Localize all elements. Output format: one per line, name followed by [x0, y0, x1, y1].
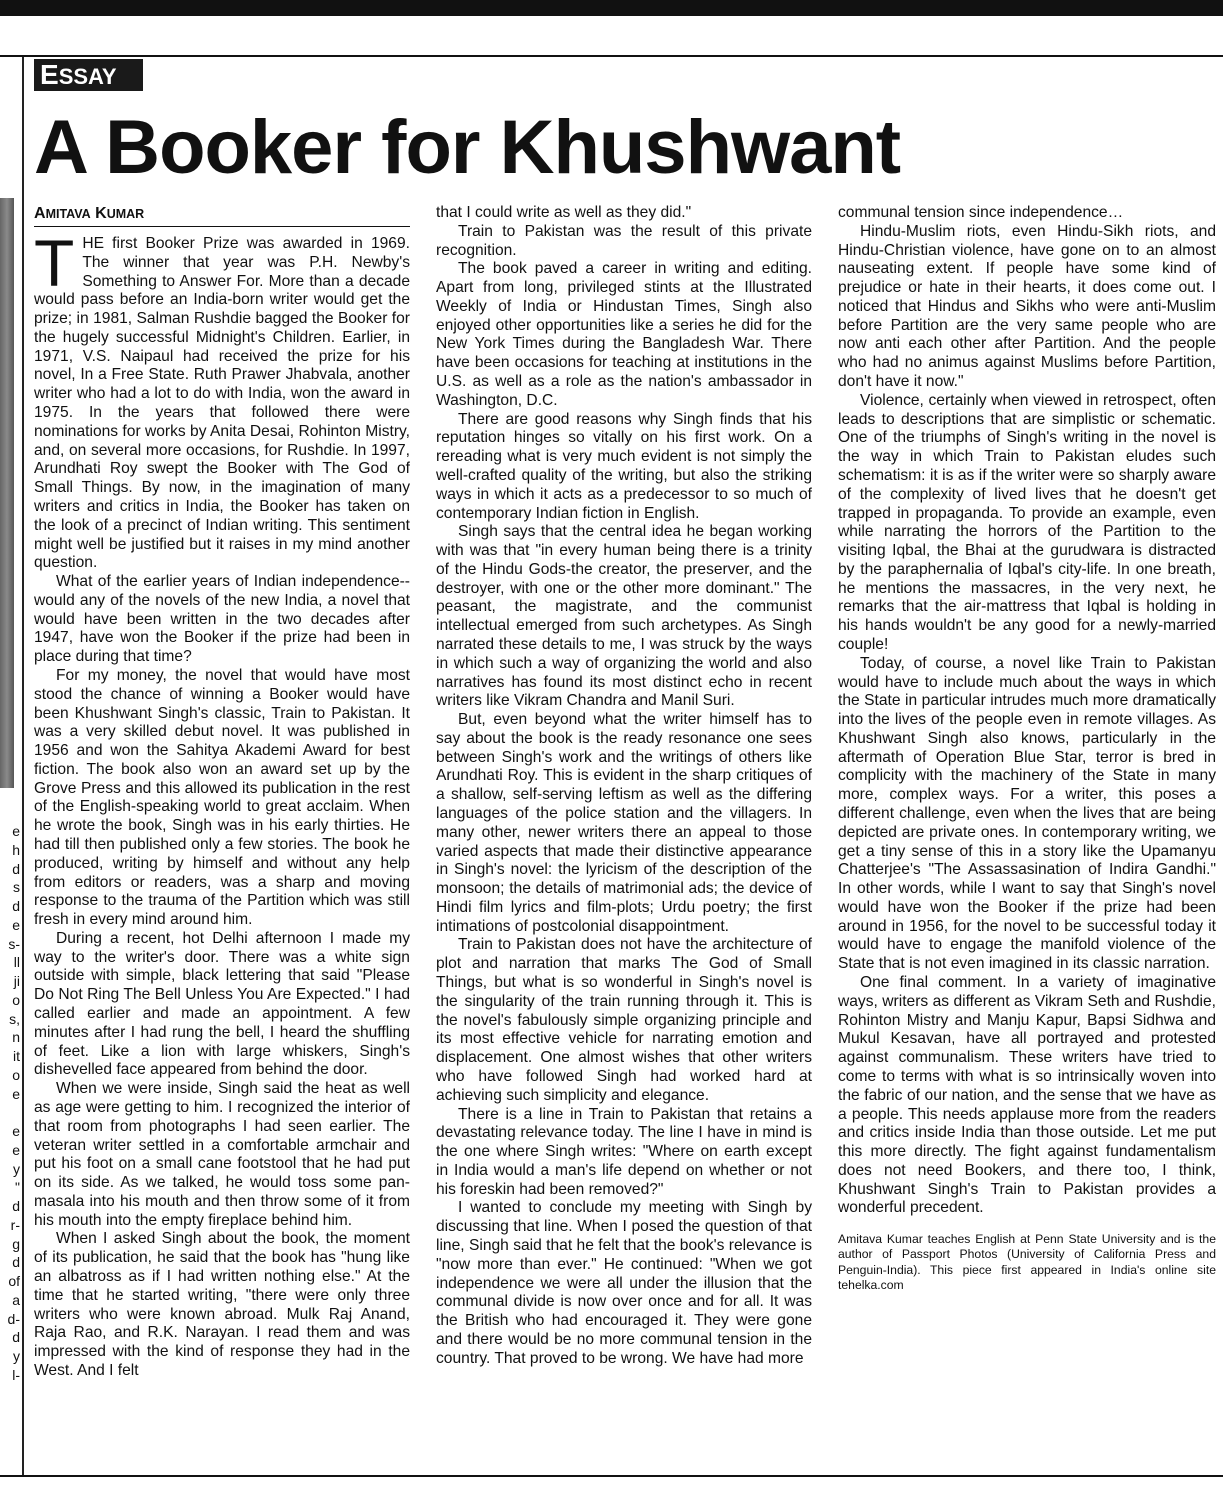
- adjacent-fragment: e: [12, 1085, 20, 1102]
- adjacent-fragment: s,: [9, 1010, 20, 1027]
- paragraph: Today, of course, a novel like Train to Pakistan would have to include much about the ways in which the State in particular intrudes much more dramatically into the lives of the people even in remote villages. As Khushwant Singh also knows, particularly in the aftermath of Operation Blue Star, terror is bred in complicity with the machinery of the State in many more, complex ways. For a writer, this poses a different challenge, even when the lives that are being depicted are private ones. In contemporary writing, we get a tiny sense of this in a story like the Upamanyu Chatterjee's "The Assassasination of Indira Gandhi." In other words, while I want to say that Singh's novel would have won the Booker if the prize had been around in 1956, for the novel to be successful today it would have to engage the manifold violence of the State that is not even imagined in its classic narration.: [838, 654, 1216, 973]
- adjacent-fragment: y: [13, 1348, 20, 1364]
- byline: AMITAVA KUMAR: [34, 204, 410, 227]
- adjacent-fragment: e: [12, 916, 20, 933]
- paragraph: When I asked Singh about the book, the moment of its publication, he said that the book has "hung like an albatross as if I had written nothing else." At the time that he started writing, "there were only three writers who were known abroad. Mulk Raj Anand, Raja Rao, and R.K. Narayan. I read them and was impressed with the kind of response they had in the West. And I felt: [34, 1230, 410, 1379]
- author-bio: Amitava Kumar teaches English at Penn State University and is the author of Passport Photos (University of California Press and Penguin-India). This piece first appeared in India's online site tehelka.com: [838, 1232, 1216, 1292]
- top-rule: [0, 55, 1223, 57]
- adjacent-fragment: s: [13, 879, 20, 896]
- headline: A Booker for Khushwant: [34, 105, 901, 190]
- adjacent-fragment: h: [12, 841, 20, 858]
- adjacent-fragment: of: [8, 1273, 20, 1289]
- adjacent-fragment: e: [12, 1141, 20, 1158]
- adjacent-fragment: d: [12, 860, 20, 877]
- adjacent-fragment: o: [12, 1066, 20, 1083]
- article-column-1: [34, 204, 410, 1381]
- paragraph: The book paved a career in writing and editing. Apart from long, privileged stints at the Illustrated Weekly of India or Hindustan Times, Singh also enjoyed other opportunities like a series he did for the New York Times during the Bangladesh War. There have been occasions for teaching at institutions in the U.S. as well as a role as the nation's ambassador in Washington, D.C.: [436, 260, 812, 409]
- adjacent-fragment: y: [13, 1160, 20, 1177]
- adjacent-fragment: n: [12, 1029, 20, 1046]
- adjacent-article-photo-strip: [0, 198, 14, 788]
- adjacent-fragment: ji: [13, 973, 20, 989]
- adjacent-fragment: d: [12, 898, 20, 914]
- paragraph: I wanted to conclude my meeting with Singh by discussing that line. When I posed the question of that line, Singh said that he felt that the book's relevance is "now more than ever." He continued: "When we got independence we were all under the illusion that the communal divide is now over once and for all. It was the British who had encouraged it. They were gone and there would be no more communal tension in the country. That proved to be wrong. We have had more: [436, 1199, 812, 1367]
- paragraph: communal tension since independence…: [838, 204, 1124, 221]
- paragraph: There are good reasons why Singh finds that his reputation hinges so vitally on his first work. On a rereading what is very much evident is not simply the well-crafted quality of the writing, but also the striking ways in which it acts as a predecessor to so much of contemporary Indian fiction in English.: [436, 410, 812, 522]
- section-label: ESSAY: [34, 59, 143, 91]
- adjacent-fragment: l-: [12, 1366, 20, 1383]
- adjacent-fragment: ll: [13, 954, 20, 971]
- paragraph: During a recent, hot Delhi afternoon I made my way to the writer's door. There was a white sign outside with simple, black lettering that said "Please Do Not Ring The Bell Unless You Are Expected." I had called earlier and made an appointment. A few minutes after I had rung the bell, I heard the shuffling of feet. Like a lion with large whiskers, Singh's dishevelled face appeared from behind the door.: [34, 929, 410, 1079]
- paragraph: When we were inside, Singh said the heat as well as age were getting to him. I recognized the interior of that room from photographs I had seen earlier. The veteran writer settled in a comfortable armchair and put his foot on a small cane footstool that he had put on its side. As we talked, he would toss some pan-masala into his mouth and then throw some of it from his mouth into the empty fireplace behind him.: [34, 1080, 410, 1229]
- article-column-2: [436, 204, 812, 1368]
- paragraph: Singh says that the central idea he began working with was that "in every human being there is a trinity of the Hindu Gods-the creator, the preserver, and the destroyer, with one or the other more dominant." The peasant, the magistrate, and the communist intellectual emerged from such archetypes. As Singh narrated these details to me, I was struck by the ways in which such a way of organizing the world and also narratives has found its most distinct echo in recent writers like Vikram Chandra and Manil Suri.: [436, 523, 812, 710]
- adjacent-fragment: a: [12, 1291, 20, 1308]
- paragraph: Train to Pakistan was the result of this private recognition.: [436, 222, 812, 259]
- bottom-rule: [0, 1475, 1223, 1477]
- adjacent-fragment: [0, 1103, 20, 1122]
- adjacent-fragment: g: [12, 1235, 20, 1252]
- adjacent-fragment: d: [12, 1254, 20, 1271]
- masthead-bar: [0, 0, 1223, 16]
- paragraph: THE first Booker Prize was awarded in 1969. The winner that year was P.H. Newby's Something to Answer For. More than a decade would pass before an India-born writer would get the prize; in 1981, Salman Rushdie bagged the Booker for the hugely successful Midnight's Children. Earlier, in 1971, V.S. Naipaul had received the prize for his novel, In a Free State. Ruth Prawer Jhabvala, another writer who had a lot to do with India, won the award in 1975. In the years that followed there were nominations for works by Anita Desai, Rohinton Mistry, and, on several more occasions, for Rushdie. In 1997, Arundhati Roy swept the Booker with The God of Small Things. By now, in the imagination of many writers and critics in India, the Booker has taken on the look of a precinct of Indian writing. This sentiment might well be justified but it raises in my mind another question.: [34, 226, 410, 572]
- paragraph: Violence, certainly when viewed in retrospect, often leads to descriptions that are simplistic or schematic. One of the triumphs of Singh's writing in the novel is the way in which Train to Pakistan eludes such schematism: it is as if the writer were so sharply aware of the complexity of lived lives that he doesn't get trapped in propaganda. To provide an example, even while narrating the horrors of the Partition to the visiting Iqbal, the Bhai at the gurudwara is distracted by the paraphernalia of Iqbal's city-life. In one breath, he mentions the massacres, in the very next, he remarks that the air-mattress that Iqbal is holding in his hands wouldn't be any good for a newly-married couple!: [838, 391, 1216, 653]
- adjacent-fragment: it: [13, 1048, 20, 1064]
- column-3-body: [838, 204, 1216, 1218]
- paragraph: What of the earlier years of Indian independence--would any of the novels of the new India, a novel that would have been written in the two decades after 1947, have won the Booker if the prize had been in place during that time?: [34, 573, 410, 666]
- adjacent-fragment: e: [12, 823, 20, 839]
- adjacent-fragment: d: [12, 1198, 20, 1214]
- paragraph: Train to Pakistan does not have the architecture of plot and narration that marks The God of Small Things, but what is so wonderful in Singh's novel is the singularity of the train running through it. This is the novel's fabulously simple organizing principle and its most effective vehicle for narrating emotion and displacement. One almost wishes that other writers who have followed Singh had worked hard at achieving such simplicity and elegance.: [436, 936, 812, 1104]
- left-column-rule: [22, 57, 24, 1475]
- adjacent-fragment: d-: [7, 1310, 20, 1327]
- paragraph: One final comment. In a variety of imaginative ways, writers as different as Vikram Seth and Rushdie, Rohinton Mistry and Manju Kapur, Bapsi Sidhwa and Mukul Kesavan, have all portrayed and protested against communalism. These writers have tried to come to terms with what is so intrinsically woven into the fabric of our nation, and the sense that we have as a people. This needs applause more from the readers and critics inside India than those outside. Let me put this more directly. The fight against fundamentalism does not need Bookers, and there too, I think, Khushwant Singh's Train to Pakistan provides a wonderful precedent.: [838, 974, 1216, 1217]
- paragraph: For my money, the novel that would have most stood the chance of winning a Booker would have been Khushwant Singh's classic, Train to Pakistan. It was a very skilled debut novel. It was published in 1956 and won the Sahitya Akademi Award for best fiction. The book also won an award set up by the Grove Press and this allowed its publication in the rest of the English-speaking world to great acclaim. When he wrote the book, Singh was in his early thirties. He had till then published only a few stories. The book he produced, writing by himself and without any help from editors or readers, was a sharp and moving response to the trauma of the Partition which was still fresh in every mind around him.: [34, 666, 410, 929]
- adjacent-fragment: s-: [8, 935, 20, 952]
- adjacent-fragment: e: [12, 1123, 20, 1139]
- adjacent-article-fragments: [0, 822, 20, 1385]
- paragraph: But, even beyond what the writer himself has to say about the book is the ready resonance one sees between Singh's work and the writings of others like Arundhati Roy. This is evident in the sharp critiques of a shallow, self-serving leftism as well as the differing languages of the police station and the villagers. In many other, newer writers there an appeal to those varied aspects that made their distinctive appearance in Singh's novel: the lyricism of the description of the monsoon; the details of matrimonial ads; the device of Hindi film lyrics and film-plots; Urdu poetry; the first intimations of postcolonial disappointment.: [436, 711, 812, 935]
- adjacent-fragment: o: [12, 991, 20, 1008]
- adjacent-fragment: ": [15, 1179, 20, 1196]
- paragraph: There is a line in Train to Pakistan that retains a devastating relevance today. The line I have in mind is the one where Singh writes: "Where on earth except in India would a man's life depend on whether or not his foreskin had been removed?": [436, 1105, 812, 1198]
- adjacent-fragment: r-: [10, 1216, 20, 1233]
- paragraph: Hindu-Muslim riots, even Hindu-Sikh riots, and Hindu-Christian violence, have gone on to an almost nauseating extent. If people have some kind of prejudice or hate in their hearts, it does come out. I noticed that Hindus and Sikhs who were anti-Muslim before Partition are the very same people who are now anti each other after Partition. And the people who had no animus against Muslims before Partition, don't have it now.": [838, 222, 1216, 391]
- article-column-3: [838, 204, 1216, 1293]
- adjacent-fragment: d: [12, 1329, 20, 1346]
- paragraph: that I could write as well as they did.": [436, 204, 692, 221]
